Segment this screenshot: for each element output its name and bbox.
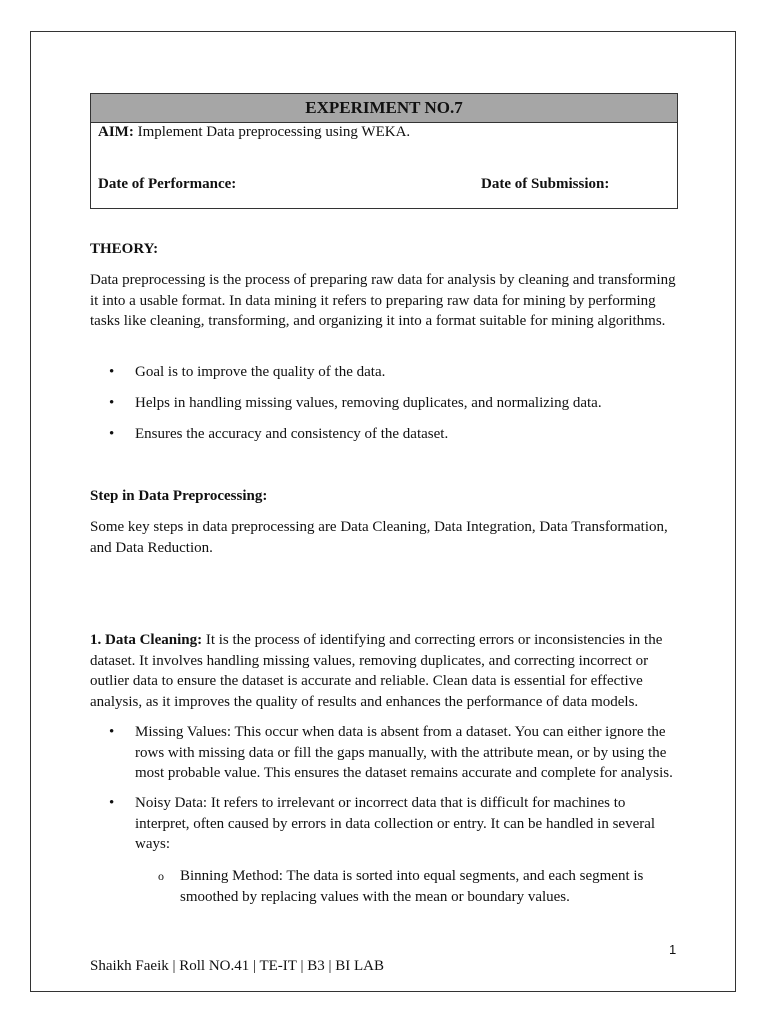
experiment-header-table	[90, 93, 678, 209]
theory-bullet-list	[90, 362, 680, 383]
list-item: • Helps in handling missing values, removing duplicates, and normalizing data.	[90, 393, 680, 414]
bullet-icon: •	[109, 395, 115, 411]
aim-text: Implement Data preprocessing using WEKA.	[133, 124, 411, 140]
date-of-submission-label: Date of Submission:	[481, 176, 610, 192]
theory-heading: THEORY:	[90, 241, 159, 257]
list-item: • Missing Values: This occur when data is absent from a dataset. You can either ignore the rows with missing data or fill the gaps manually, with the attribute mean, or by using the most probable value. This ensures the dataset remains accurate and complete for analysis.	[109, 724, 673, 781]
list-item: • Ensures the accuracy and consistency of the dataset.	[90, 424, 680, 445]
steps-heading: Step in Data Preprocessing:	[90, 488, 268, 504]
cleaning-bullet-list	[90, 722, 680, 784]
bullet-icon: •	[109, 795, 115, 811]
list-item: • Noisy Data: It refers to irrelevant or incorrect data that is difficult for machines to interpret, often caused by errors in data collection or entry. It can be handled in several ways:	[109, 795, 656, 852]
aim-line	[98, 124, 410, 141]
experiment-title: EXPERIMENT NO.7	[91, 94, 677, 123]
date-of-performance-label: Date of Performance:	[98, 176, 237, 192]
data-cleaning-paragraph: 1. Data Cleaning: It is the process of identifying and correcting errors or inconsistencies in the dataset. It involves handling missing values, removing duplicates, and correcting incorrect or outlier data to ensure the dataset is accurate and reliable. Clean data is essential for effective analysis, as it improves the quality of results and enhances the performance of data models.	[90, 632, 663, 710]
theory-paragraph: Data preprocessing is the process of preparing raw data for analysis by cleaning and transforming it into a usable format. In data mining it refers to preparing raw data for mining by performing tasks like cleaning, transforming, and organizing it into a format suitable for mining algorithms.	[90, 272, 676, 329]
bullet-icon: •	[109, 426, 115, 442]
theory-bullet-list	[90, 424, 680, 445]
cleaning-bullet-list	[90, 793, 680, 855]
sub-bullet-icon: o	[158, 869, 164, 883]
bullet-icon: •	[109, 724, 115, 740]
page-footer: Shaikh Faeik | Roll NO.41 | TE-IT | B3 | BI LAB	[90, 958, 384, 974]
noisy-data-sub-list	[90, 866, 680, 907]
aim-label: AIM:	[98, 124, 134, 140]
list-item: • Goal is to improve the quality of the data.	[90, 362, 680, 383]
steps-paragraph: Some key steps in data preprocessing are Data Cleaning, Data Integration, Data Transformation, and Data Reduction.	[90, 519, 668, 556]
list-item: o Binning Method: The data is sorted into equal segments, and each segment is smoothed by replacing values with the mean or boundary values.	[158, 868, 644, 905]
data-cleaning-label: 1. Data Cleaning:	[90, 632, 203, 648]
page-number: 1	[669, 942, 677, 957]
bullet-icon: •	[109, 364, 115, 380]
theory-bullet-list	[90, 393, 680, 414]
